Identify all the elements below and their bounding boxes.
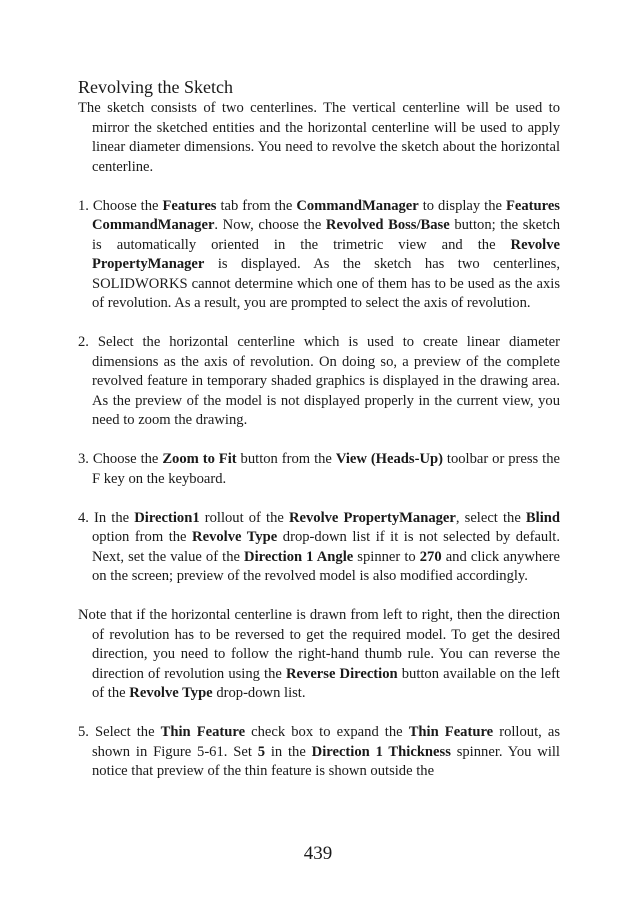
step-4-text-2: rollout of the [199,509,289,526]
step-5-text-2: check box to expand the [245,724,409,740]
paragraph-gap [78,489,560,509]
step-1-text-1: 1. Choose the [78,197,163,214]
paragraph-gap [78,177,560,197]
paragraph-gap [78,587,560,607]
step-3-paragraph [78,450,560,489]
step-1-bold-revolved-boss-base: Revolved Boss/Base [325,217,450,233]
step-4-text-3: , select the [455,509,526,526]
step-5-text-5: spinner. You will notice that preview of the thin feature is shown outside the [92,743,560,779]
step-1-text-2: tab from the [216,197,297,214]
step-2-paragraph: 2. Select the horizontal centerline which is used to create linear diameter dimensions as the axis of revolution. On doing so, a preview of the complete revolved feature in temporary shaded graphics is displayed in the drawing area. As the preview of the model is not displayed properly in the current view, you need to zoom the drawing. [78,334,560,428]
step-5-paragraph [78,723,560,782]
step-3-bold-view-heads-up: View (Heads-Up) [335,451,443,467]
step-5-text-4: in the [265,743,312,760]
note-text-2: button available on the left of the [92,665,560,701]
step-4-bold-blind: Blind [525,509,560,526]
section-heading: Revolving the Sketch [78,77,233,97]
page-number: 439 [303,843,333,864]
note-text-3: drop-down list. [212,685,306,701]
step-5-bold-thin-feature: Thin Feature [160,724,246,740]
paragraph-gap [78,431,560,451]
step-1-text-3: to display the [418,197,506,214]
step-4-bold-revolve-type: Revolve Type [192,529,278,545]
note-bold-revolve-type: Revolve Type [129,685,213,701]
step-4-bold-direction-1-angle: Direction 1 Angle [244,548,354,565]
step-1-paragraph [78,197,560,314]
step-1-text-4: . Now, choose the [214,217,326,233]
step-4-text-5: drop-down list if it is not selected by default. Next, set the value of the [92,529,560,565]
step-4-text-7: and click anywhere on the screen; preview of the revolved model is also modified accordingly. [92,548,560,584]
step-3-text-1: 3. Choose the [78,451,163,467]
step-4-bold-direction1: Direction1 [134,509,200,526]
intro-paragraph: The sketch consists of two centerlines. The vertical centerline will be used to mirror the sketched entities and the horizontal centerline will be used to apply linear diameter dimensions. You need to revolve the sketch about the horizontal centerline. [78,100,560,175]
note-paragraph [78,606,560,704]
step-4-paragraph [78,509,560,587]
step-3-text-3: toolbar or press the F key on the keyboard. [92,451,560,487]
step-3-text-2: button from the [236,451,336,467]
step-1-bold-features-commandmanager: Features CommandManager [92,197,560,233]
step-5-bold-5: 5 [257,743,266,760]
paragraph-gap [78,314,560,334]
step-1-bold-commandmanager: CommandManager [296,197,419,214]
step-4-text-4: option from the [92,529,193,545]
step-5-text-1: 5. Select the [78,724,161,740]
step-1-text-6: is displayed. As the sketch has two centerlines, SOLIDWORKS cannot determine which one of them has to be used as the axis of revolution. As a result, you are prompted to select the axis of revolution. [92,256,560,311]
paragraph-gap [78,704,560,724]
step-5-bold-thin-feature-rollout: Thin Feature [408,724,494,740]
step-4-bold-revolve-propertymanager: Revolve PropertyManager [288,509,456,526]
note-bold-reverse-direction: Reverse Direction [286,665,398,682]
note-text-1: Note that if the horizontal centerline is drawn from left to right, then the direction of revolution has to be reversed to get the required model. To get the desired direction, you need to follow the right-hand thumb rule. You can reverse the direction of revolution using the [78,607,560,682]
step-5-bold-direction-1-thickness: Direction 1 Thickness [311,743,451,760]
step-5-text-3: rollout, as shown in Figure 5-61. Set [92,724,560,760]
step-1-text-5: button; the sketch is automatically oriented in the trimetric view and the [92,217,560,253]
step-4-text-1: 4. In the [78,509,135,526]
step-1-bold-features: Features [162,197,217,214]
step-1-bold-revolve-propertymanager: Revolve PropertyManager [92,236,560,272]
step-4-bold-270: 270 [419,548,442,565]
page-body [78,76,560,782]
step-3-bold-zoom-to-fit: Zoom to Fit [162,451,237,467]
step-4-text-6: spinner to [353,548,420,565]
